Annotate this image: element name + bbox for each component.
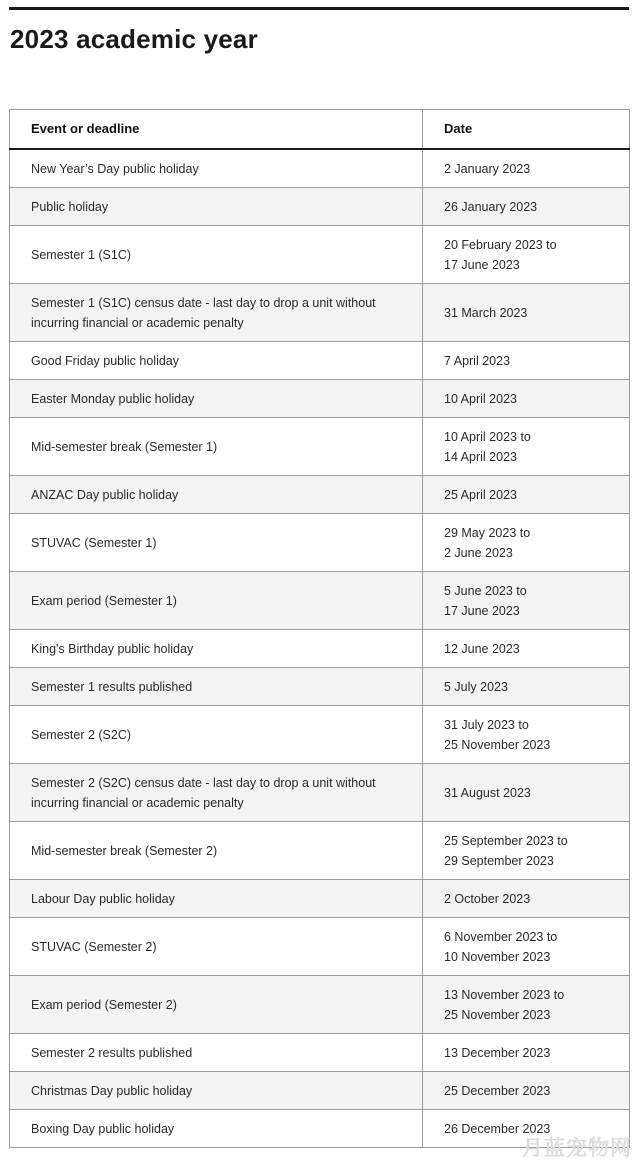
event-cell: Easter Monday public holiday (10, 380, 423, 418)
date-cell (423, 918, 630, 976)
date-line: 17 June 2023 (444, 603, 520, 618)
event-cell: Semester 2 results published (10, 1034, 423, 1072)
event-cell: New Year’s Day public holiday (10, 149, 423, 188)
table-row (10, 342, 630, 380)
date-line: 10 November 2023 (444, 949, 551, 964)
table-row (10, 822, 630, 880)
date-line: 31 July 2023 to (444, 717, 529, 732)
date-cell: 12 June 2023 (423, 630, 630, 668)
table-row (10, 476, 630, 514)
event-line: incurring financial or academic penalty (31, 795, 244, 810)
date-cell (423, 822, 630, 880)
event-cell: Exam period (Semester 1) (10, 572, 423, 630)
date-cell: 31 August 2023 (423, 764, 630, 822)
event-cell: Boxing Day public holiday (10, 1110, 423, 1148)
academic-calendar-table (9, 109, 630, 1148)
event-cell: Public holiday (10, 188, 423, 226)
event-cell: STUVAC (Semester 2) (10, 918, 423, 976)
table-row (10, 572, 630, 630)
event-cell: STUVAC (Semester 1) (10, 514, 423, 572)
event-line: incurring financial or academic penalty (31, 315, 244, 330)
event-cell: Christmas Day public holiday (10, 1072, 423, 1110)
date-cell: 26 January 2023 (423, 188, 630, 226)
event-cell: King's Birthday public holiday (10, 630, 423, 668)
table-row (10, 1072, 630, 1110)
event-cell: ANZAC Day public holiday (10, 476, 423, 514)
date-cell: 5 July 2023 (423, 668, 630, 706)
event-cell: Semester 1 results published (10, 668, 423, 706)
event-cell (10, 764, 423, 822)
table-header-row (10, 110, 630, 150)
academic-calendar-table-container (9, 109, 629, 1148)
date-line: 13 November 2023 to (444, 987, 565, 1002)
date-cell: 25 December 2023 (423, 1072, 630, 1110)
date-cell (423, 514, 630, 572)
date-cell: 10 April 2023 (423, 380, 630, 418)
date-line: 20 February 2023 to (444, 237, 557, 252)
event-cell: Good Friday public holiday (10, 342, 423, 380)
date-cell: 13 December 2023 (423, 1034, 630, 1072)
date-cell (423, 706, 630, 764)
table-row (10, 226, 630, 284)
date-cell (423, 418, 630, 476)
date-cell: 25 April 2023 (423, 476, 630, 514)
table-row (10, 630, 630, 668)
event-cell: Mid-semester break (Semester 1) (10, 418, 423, 476)
date-line: 2 June 2023 (444, 545, 513, 560)
column-header-date: Date (423, 110, 630, 150)
table-row (10, 188, 630, 226)
table-row (10, 284, 630, 342)
table-row (10, 1034, 630, 1072)
date-cell: 2 January 2023 (423, 149, 630, 188)
date-line: 25 November 2023 (444, 737, 551, 752)
date-line: 10 April 2023 to (444, 429, 531, 444)
date-line: 6 November 2023 to (444, 929, 558, 944)
event-cell (10, 284, 423, 342)
date-line: 25 September 2023 to (444, 833, 568, 848)
table-row (10, 764, 630, 822)
table-row (10, 918, 630, 976)
date-line: 17 June 2023 (444, 257, 520, 272)
top-divider (9, 7, 629, 10)
event-cell: Exam period (Semester 2) (10, 976, 423, 1034)
date-cell (423, 572, 630, 630)
watermark: 月蓝宠物网 (522, 1136, 632, 1160)
date-cell: 26 December 2023 (423, 1110, 630, 1148)
date-cell (423, 226, 630, 284)
table-row (10, 149, 630, 188)
date-line: 5 June 2023 to (444, 583, 527, 598)
table-row (10, 514, 630, 572)
event-cell: Semester 1 (S1C) (10, 226, 423, 284)
event-line: Semester 2 (S2C) census date - last day to drop a unit without (31, 775, 376, 790)
table-row (10, 706, 630, 764)
date-cell: 7 April 2023 (423, 342, 630, 380)
date-line: 29 May 2023 to (444, 525, 531, 540)
event-cell: Mid-semester break (Semester 2) (10, 822, 423, 880)
column-header-event: Event or deadline (10, 110, 423, 150)
event-line: Semester 1 (S1C) census date - last day to drop a unit without (31, 295, 376, 310)
date-cell: 31 March 2023 (423, 284, 630, 342)
table-row (10, 418, 630, 476)
event-cell: Labour Day public holiday (10, 880, 423, 918)
table-row (10, 668, 630, 706)
date-cell (423, 976, 630, 1034)
date-line: 25 November 2023 (444, 1007, 551, 1022)
date-cell: 2 October 2023 (423, 880, 630, 918)
table-row (10, 880, 630, 918)
date-line: 14 April 2023 (444, 449, 517, 464)
table-row (10, 380, 630, 418)
event-cell: Semester 2 (S2C) (10, 706, 423, 764)
table-row (10, 976, 630, 1034)
date-line: 29 September 2023 (444, 853, 554, 868)
page-title: 2023 academic year (10, 24, 258, 54)
